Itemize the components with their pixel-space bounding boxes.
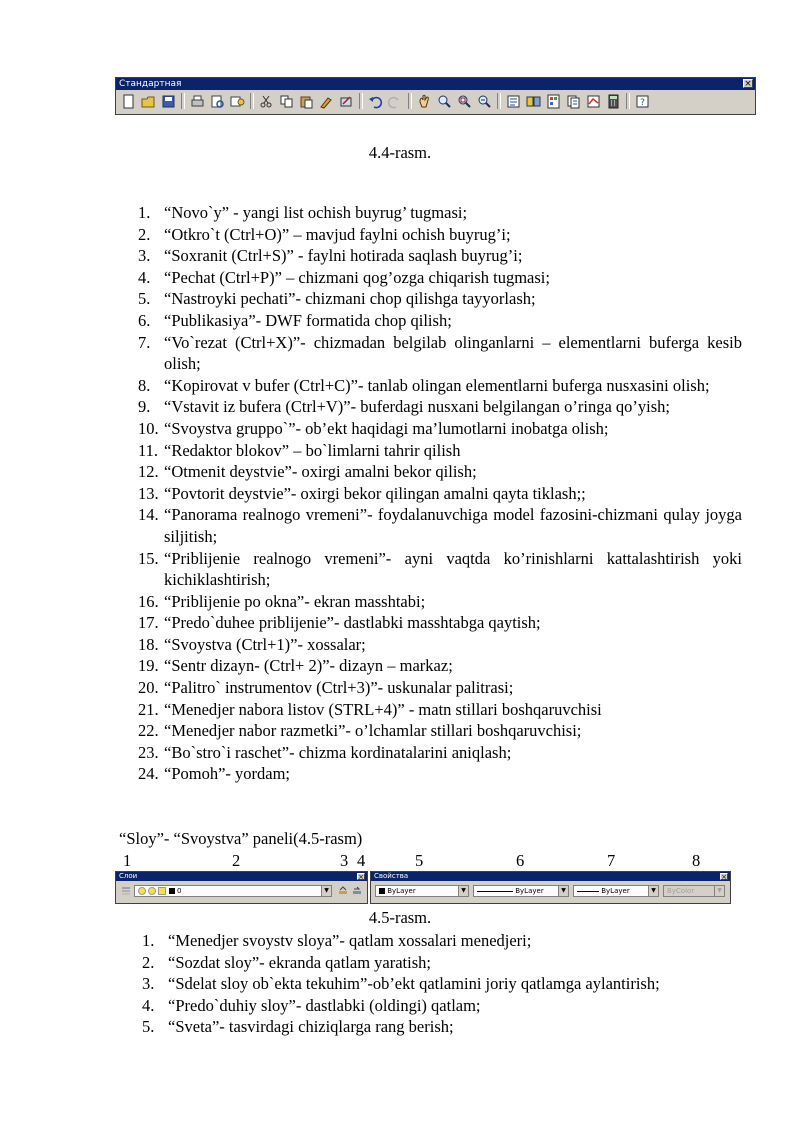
list-item-number: 3. [142, 974, 155, 994]
list-item-number: 10. [138, 418, 159, 438]
list-item-text: “Nastroyki pechati”- chizmani chop qilishga tayyorlash; [164, 289, 536, 309]
publish-icon[interactable] [229, 93, 245, 109]
list-item-text: “Redaktor blokov” – bo`limlarni tahrir qilish [164, 440, 461, 460]
linetype-sample [477, 891, 513, 892]
list-item-text: “Otmenit deystvie”- oxirgi amalni bekor qilish; [164, 462, 477, 482]
list-item-number: 21. [138, 699, 159, 719]
svg-text:?: ? [639, 97, 645, 108]
close-icon[interactable]: × [721, 873, 727, 881]
tool-palettes-icon[interactable] [545, 93, 561, 109]
list-item [142, 930, 742, 952]
list-item-number: 5. [142, 1017, 155, 1037]
list-item-text: “Sveta”- tasvirdagi chiziqlarga rang berish; [168, 1017, 454, 1037]
chevron-down-icon[interactable]: ▼ [558, 886, 568, 896]
panel-number: 6 [516, 851, 525, 870]
list-item [138, 288, 742, 310]
toolbar-title: Стандартная [119, 79, 182, 89]
new-icon[interactable] [120, 93, 136, 109]
zoom-realtime-icon[interactable] [436, 93, 452, 109]
list-item-number: 2. [142, 952, 155, 972]
list-item [138, 548, 742, 591]
list-item-number: 20. [138, 678, 159, 698]
pan-icon[interactable] [416, 93, 432, 109]
list-item [138, 655, 742, 677]
close-icon[interactable]: × [358, 873, 364, 881]
list-item [138, 245, 742, 267]
color-swatch [379, 888, 385, 894]
list-item [142, 995, 742, 1017]
markup-set-icon[interactable] [585, 93, 601, 109]
list-item-number: 11. [138, 440, 159, 460]
list-item [142, 952, 742, 974]
list-item-text: “Priblijenie po okna”- ekran masshtabi; [164, 591, 426, 611]
properties-toolbar [370, 871, 731, 904]
layer-panel-list [142, 930, 742, 1038]
chevron-down-icon: ▼ [714, 886, 724, 896]
list-item [138, 310, 742, 332]
list-item-number: 1. [138, 203, 151, 222]
list-item [138, 591, 742, 613]
toolbar-separator [250, 93, 254, 109]
list-item [138, 612, 742, 634]
list-item-text: “Vstavit iz bufera (Ctrl+V)”- buferdagi nusxani belgilangan o’ringa qo’yish; [164, 397, 670, 417]
list-item-text: “Svoystva (Ctrl+1)”- xossalar; [164, 634, 366, 654]
list-item-number: 23. [138, 742, 159, 762]
list-item [138, 332, 742, 375]
layer-name: 0 [176, 887, 182, 895]
list-item [138, 742, 742, 764]
list-item-text: “Priblijenie realnogo vremeni”- ayni vaqtda ko’rinishlarni kattalashtirish yoki kichiklashtirish; [164, 548, 742, 590]
properties-icon[interactable] [505, 93, 521, 109]
panel-number: 3 [340, 851, 349, 870]
print-icon[interactable] [189, 93, 205, 109]
panel-number: 8 [692, 851, 701, 870]
list-item [138, 396, 742, 418]
list-item-number: 1. [142, 931, 155, 950]
list-item-text: “Povtorit deystvie”- oxirgi bekor qilingan amalni qayta tiklash;; [164, 483, 586, 503]
list-item-text: “Sdelat sloy ob`ekta tekuhim”-ob’ekt qatlamini joriy qatlamga aylantirish; [168, 974, 660, 994]
list-item [138, 375, 742, 397]
list-item-number: 17. [138, 613, 159, 633]
layer-dropdown[interactable] [134, 885, 332, 897]
layer-color-swatch [169, 888, 175, 894]
list-item-text: “Publikasiya”- DWF formatida chop qilish; [164, 310, 452, 330]
list-item-text: “Vo`rezat (Ctrl+X)”- chizmadan belgilab olinganlarni – elementlarni buferga kesib olish; [164, 332, 742, 374]
list-item-number: 22. [138, 721, 159, 741]
color-control-dropdown[interactable] [375, 885, 469, 897]
list-item-text: “Bo`stro`i raschet”- chizma kordinatalarini aniqlash; [164, 742, 512, 762]
figure-caption-4-5: 4.5-rasm. [368, 908, 432, 927]
list-item-number: 16. [138, 591, 159, 611]
help-icon[interactable] [634, 93, 650, 109]
list-item-number: 18. [138, 634, 159, 654]
quickcalc-icon[interactable] [605, 93, 621, 109]
linetype-value: ByLayer [515, 887, 544, 895]
make-object-layer-current-icon[interactable] [338, 886, 348, 896]
match-properties-icon[interactable] [318, 93, 334, 109]
block-editor-icon[interactable] [338, 93, 354, 109]
list-item-text: “Pomoh”- yordam; [164, 764, 291, 784]
list-item [138, 483, 742, 505]
close-icon[interactable]: × [744, 79, 752, 89]
zoom-previous-icon[interactable] [476, 93, 492, 109]
color-value: ByLayer [387, 887, 416, 895]
plotstyle-value: ByColor [667, 887, 695, 895]
panel-number: 4 [357, 851, 366, 870]
lineweight-control-dropdown[interactable] [573, 885, 659, 897]
freeze-icon[interactable] [148, 887, 156, 895]
list-item [138, 763, 742, 785]
list-item-number: 4. [142, 995, 155, 1015]
list-item [138, 418, 742, 440]
undo-icon[interactable] [367, 93, 383, 109]
list-item [142, 1016, 742, 1038]
list-item-text: “Kopirovat v bufer (Ctrl+C)”- tanlab olingan elementlarni buferga nusxasini olish; [164, 375, 710, 395]
list-item-number: 15. [138, 548, 159, 568]
list-item [138, 202, 742, 224]
figure-caption-4-4: 4.4-rasm. [368, 143, 432, 162]
list-item-text: “Palitro` instrumentov (Ctrl+3)”- uskunalar palitrasi; [164, 678, 514, 698]
list-item-text: “Svoystva gruppo`”- ob’ekt haqidagi ma’lumotlarni inobatga olish; [164, 418, 609, 438]
list-item-number: 4. [138, 267, 151, 287]
toolbar-separator [181, 93, 185, 109]
design-center-icon[interactable] [525, 93, 541, 109]
layer-properties-manager-icon[interactable] [121, 886, 131, 896]
list-item-number: 2. [138, 224, 151, 244]
sheet-set-icon[interactable] [565, 93, 581, 109]
copy-icon[interactable] [278, 93, 294, 109]
plotstyle-control-dropdown [663, 885, 725, 897]
paste-icon[interactable] [298, 93, 314, 109]
linetype-control-dropdown[interactable] [473, 885, 569, 897]
list-item-number: 24. [138, 764, 159, 784]
chevron-down-icon[interactable]: ▼ [321, 886, 331, 896]
list-item-text: “Panorama realnogo vremeni”- foydalanuvchiga model fazosini-chizmani qulay joyga siljitish; [164, 505, 742, 546]
chevron-down-icon[interactable]: ▼ [458, 886, 468, 896]
layers-toolbar [115, 871, 368, 904]
cut-icon[interactable] [258, 93, 274, 109]
toolbar-buttons-row [116, 90, 755, 112]
list-item-text: “Novo`y” - yangi list ochish buyrug’ tugmasi; [164, 203, 468, 222]
list-item-text: “Otkro`t (Ctrl+O)” – mavjud faylni ochish buyrug’i; [164, 224, 511, 244]
panel-number: 2 [232, 851, 241, 870]
list-item-text: “Predo`duhiy sloy”- dastlabki (oldingi) qatlam; [168, 995, 481, 1015]
list-item [138, 267, 742, 289]
toolbar-title: Слои [119, 872, 138, 880]
list-item [138, 504, 742, 547]
panel-number: 1 [123, 851, 132, 870]
list-item-text: “Sentr dizayn- (Ctrl+ 2)”- dizayn – markaz; [164, 656, 453, 676]
standard-toolbar [115, 77, 756, 115]
toolbar-separator [359, 93, 363, 109]
toolbar-title-bar [116, 78, 755, 90]
list-item [138, 224, 742, 246]
toolbar-separator [497, 93, 501, 109]
list-item-text: “Menedjer svoystv sloya”- qatlam xossalari menedjeri; [168, 931, 532, 950]
list-item [138, 461, 742, 483]
list-item-text: “Predo`duhee priblijenie”- dastlabki masshtabga qaytish; [164, 613, 541, 633]
list-item [142, 973, 742, 995]
layer-previous-icon[interactable] [352, 886, 362, 896]
lineweight-value: ByLayer [601, 887, 630, 895]
open-icon[interactable] [140, 93, 156, 109]
chevron-down-icon[interactable]: ▼ [648, 886, 658, 896]
save-icon[interactable] [160, 93, 176, 109]
list-item-number: 19. [138, 656, 159, 676]
toolbar-button-list [138, 202, 742, 785]
list-item-number: 6. [138, 310, 151, 330]
panel-number: 7 [607, 851, 616, 870]
list-item-number: 3. [138, 246, 151, 266]
toolbar-separator [408, 93, 412, 109]
list-item-text: “Pechat (Ctrl+P)” – chizmani qog’ozga chiqarish tugmasi; [164, 267, 550, 287]
section-heading: “Sloy”- “Svoystva” paneli(4.5-rasm) [119, 829, 363, 848]
list-item-number: 12. [138, 462, 159, 482]
list-item [138, 634, 742, 656]
layer-on-icon[interactable] [138, 887, 146, 895]
list-item-number: 5. [138, 289, 151, 309]
lock-icon[interactable] [158, 887, 166, 895]
list-item-number: 13. [138, 483, 159, 503]
toolbar-title: Свойства [374, 872, 409, 880]
list-item [138, 699, 742, 721]
list-item-text: “Sozdat sloy”- ekranda qatlam yaratish; [168, 952, 431, 972]
print-preview-icon[interactable] [209, 93, 225, 109]
list-item [138, 720, 742, 742]
list-item-text: “Soxranit (Ctrl+S)” - faylni hotirada saqlash buyrug’i; [164, 246, 523, 266]
list-item-number: 7. [138, 332, 151, 352]
list-item-number: 8. [138, 375, 151, 395]
list-item-text: “Menedjer nabora listov (STRL+4)” - matn stillari boshqaruvchisi [164, 699, 602, 719]
toolbar-title-bar [371, 872, 730, 881]
list-item-text: “Menedjer nabor razmetki”- o’lchamlar stillari boshqaruvchisi; [164, 721, 582, 741]
redo-icon[interactable] [387, 93, 403, 109]
lineweight-sample [577, 891, 599, 892]
panel-number: 5 [415, 851, 424, 870]
list-item-number: 14. [138, 505, 159, 525]
list-item-number: 9. [138, 397, 151, 417]
toolbar-separator [626, 93, 630, 109]
toolbar-title-bar [116, 872, 367, 881]
list-item [138, 677, 742, 699]
zoom-window-icon[interactable] [456, 93, 472, 109]
list-item [138, 440, 742, 462]
